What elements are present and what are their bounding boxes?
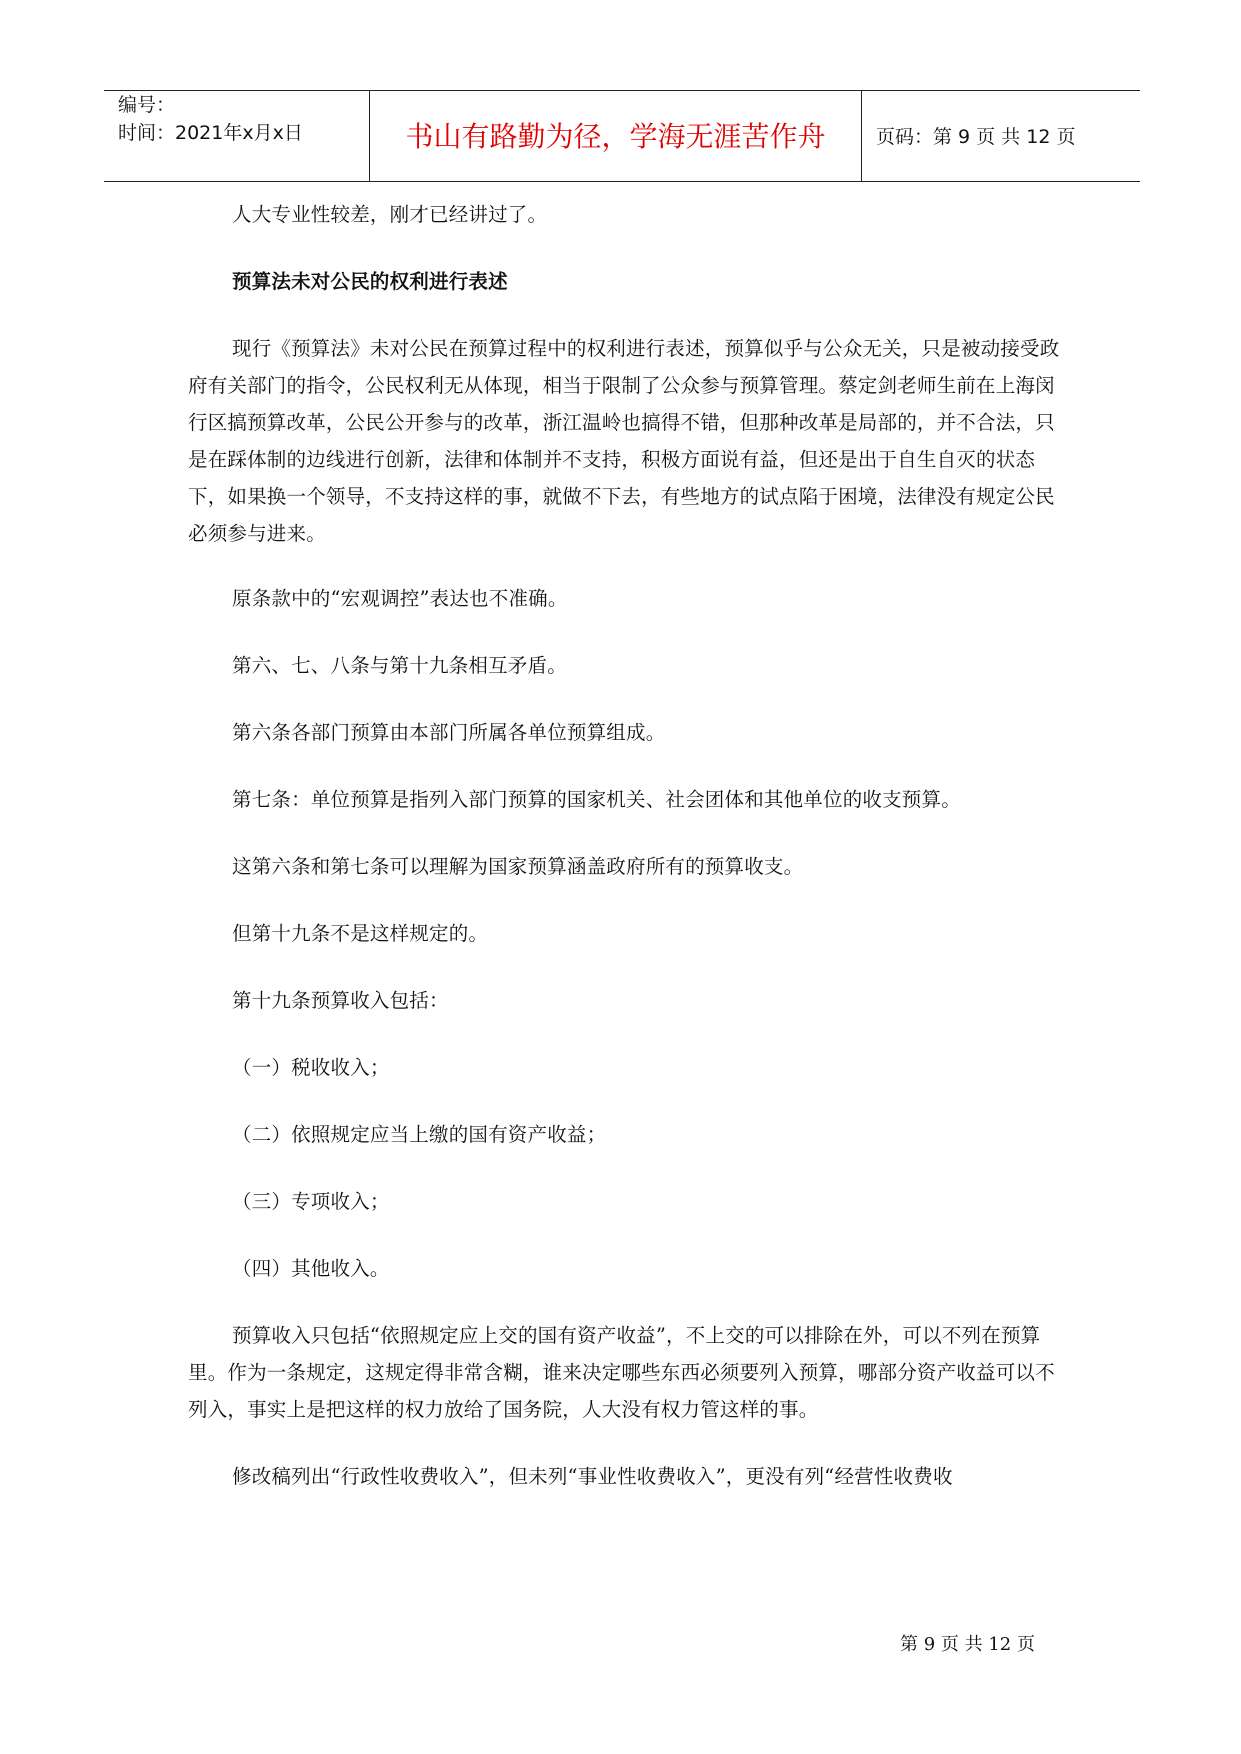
paragraph: 第六、七、八条与第十九条相互矛盾。 bbox=[232, 654, 567, 677]
paragraph: 修改稿列出“行政性收费收入”，但未列“事业性收费收入”，更没有列“经营性收费收 bbox=[232, 1465, 953, 1488]
list-item: （一）税收收入； bbox=[232, 1056, 390, 1079]
page-footer: 第 9 页 共 12 页 bbox=[900, 1634, 1035, 1655]
paragraph: 这第六条和第七条可以理解为国家预算涵盖政府所有的预算收支。 bbox=[232, 855, 804, 878]
header-page-label: 页码：第 9 页 共 12 页 bbox=[876, 126, 1076, 148]
paragraph: 现行《预算法》未对公民在预算过程中的权利进行表述，预算似乎与公众无关，只是被动接受政府有关部门的指令，公民权利无从体现，相当于限制了公众参与预算管理。蔡定剑老师生前在上海闵行区搞预算改革，公民公开参与的改革，浙江温岭也搞得不错，但那种改革是局部的，并不合法，只是在踩体制的边线进行创新，法律和体制并不支持，积极方面说有益，但还是出于自生自灭的状态下，如果换一个领导，不支持这样的事，就做不下去，有些地方的试点陷于困境，法律没有规定公民必须参与进来。 bbox=[188, 337, 1060, 545]
section-heading: 预算法未对公民的权利进行表述 bbox=[232, 270, 508, 293]
number-label: 编号： bbox=[118, 94, 176, 116]
header-right-cell bbox=[862, 91, 1140, 181]
paragraph: 但第十九条不是这样规定的。 bbox=[232, 922, 489, 945]
list-item: （三）专项收入； bbox=[232, 1190, 390, 1213]
list-item: （二）依照规定应当上缴的国有资产收益； bbox=[232, 1123, 607, 1146]
header-left-cell bbox=[104, 91, 369, 181]
paragraph: 人大专业性较差，刚才已经讲过了。 bbox=[232, 203, 548, 226]
document-header bbox=[104, 90, 1140, 182]
header-motto-cell bbox=[369, 91, 862, 181]
paragraph: 预算收入只包括“依照规定应上交的国有资产收益”，不上交的可以排除在外，可以不列在预算里。作为一条规定，这规定得非常含糊，谁来决定哪些东西必须要列入预算，哪部分资产收益可以不列入，事实上是把这样的权力放给了国务院，人大没有权力管这样的事。 bbox=[188, 1324, 1055, 1421]
paragraph: 第十九条预算收入包括： bbox=[232, 989, 449, 1012]
paragraph: 原条款中的“宏观调控”表达也不准确。 bbox=[232, 587, 568, 610]
paragraph: 第六条各部门预算由本部门所属各单位预算组成。 bbox=[232, 721, 666, 744]
header-motto: 书山有路勤为径，学海无涯苦作舟 bbox=[405, 120, 826, 153]
time-label: 时间：2021年x月x日 bbox=[118, 122, 303, 144]
list-item: （四）其他收入。 bbox=[232, 1257, 390, 1280]
paragraph: 第七条：单位预算是指列入部门预算的国家机关、社会团体和其他单位的收支预算。 bbox=[232, 788, 961, 811]
